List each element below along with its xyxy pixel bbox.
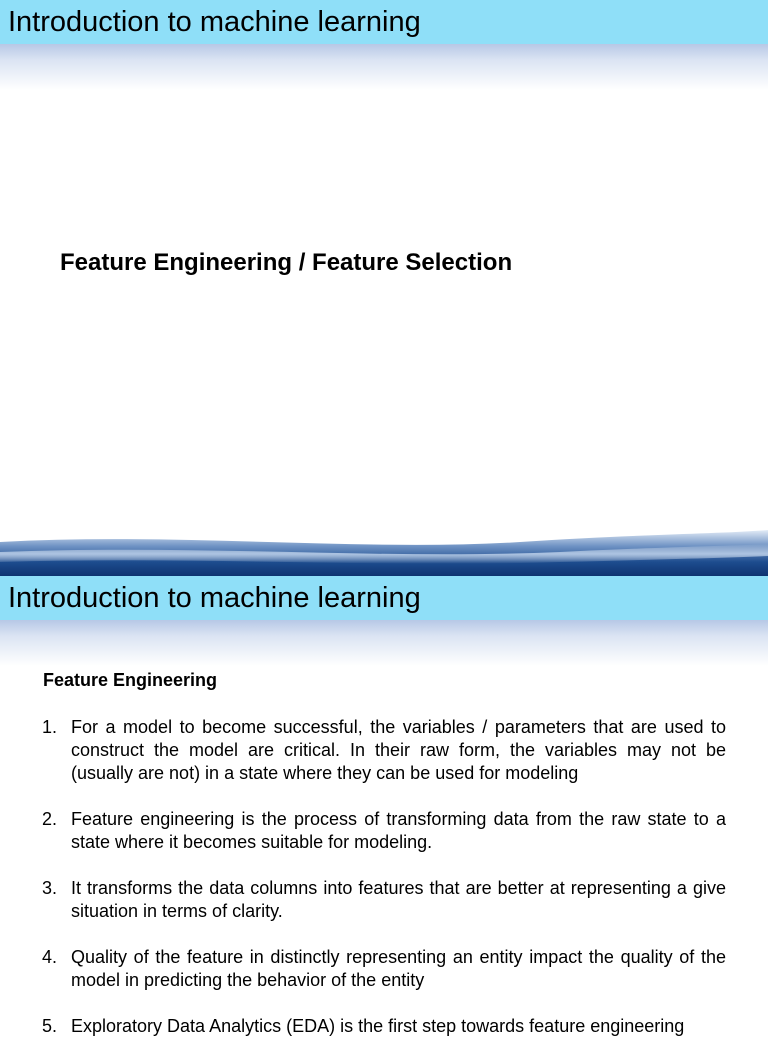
slide-title-bar — [0, 0, 768, 44]
section-heading: Feature Engineering — [43, 670, 218, 690]
list-item-text: For a model to become successful, the variables / parameters that are used to construct the model are critical. In their raw form, the variables may not be (usually are not) in a state where they can be used for modeling — [71, 717, 726, 783]
list-item — [40, 716, 726, 785]
list-item-number: 1. — [42, 717, 58, 737]
decorative-wave-footer — [0, 530, 768, 576]
slide-2 — [0, 576, 768, 1036]
list-item — [40, 1015, 726, 1038]
list-item-number: 2. — [42, 809, 58, 829]
slide-title: Introduction to machine learning — [8, 6, 421, 38]
list-item-number: 4. — [42, 947, 58, 967]
list-item-text: It transforms the data columns into features that are better at representing a give situation in terms of clarity. — [71, 878, 726, 921]
list-item-text: Feature engineering is the process of transforming data from the raw state to a state where it becomes suitable for modeling. — [71, 809, 726, 852]
list-item-number: 3. — [42, 878, 58, 898]
slide-title: Introduction to machine learning — [8, 582, 421, 614]
list-item-text: Quality of the feature in distinctly representing an entity impact the quality of the model in predicting the behavior of the entity — [71, 947, 726, 990]
slide-title-bar — [0, 576, 768, 620]
title-shade-band — [0, 620, 768, 666]
list-item — [40, 946, 726, 992]
title-shade-band — [0, 44, 768, 90]
list-item-text: Exploratory Data Analytics (EDA) is the first step towards feature engineering — [71, 1016, 685, 1036]
slide-subtitle: Feature Engineering / Feature Selection — [60, 249, 513, 276]
list-item — [40, 808, 726, 854]
list-item-number: 5. — [42, 1016, 58, 1036]
list-item — [40, 877, 726, 923]
numbered-list — [40, 716, 726, 1061]
